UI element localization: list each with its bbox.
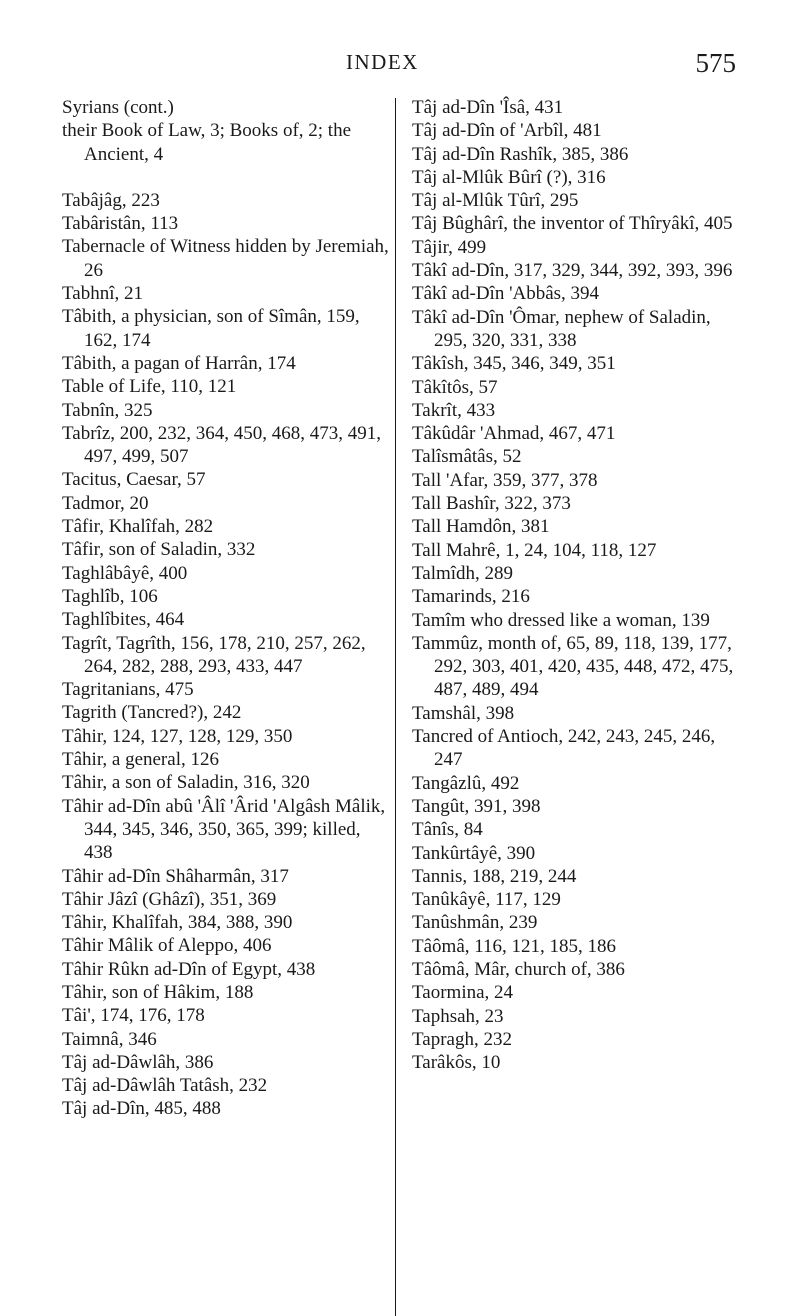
index-entry: Tagrith (Tancred?), 242 xyxy=(62,702,242,724)
index-entry: Tâj Bûghârî, the inventor of Thîryâkî, 405 xyxy=(412,213,733,235)
index-entry: Tâhir, a general, 126 xyxy=(62,749,219,771)
index-column-right xyxy=(412,96,747,1074)
index-entry: Taormina, 24 xyxy=(412,982,514,1004)
index-entry: Tangût, 391, 398 xyxy=(412,795,541,817)
index-entry: Takrît, 433 xyxy=(412,399,496,421)
index-entry: Tâi', 174, 176, 178 xyxy=(62,1005,205,1027)
index-entry: Tâkîsh, 345, 346, 349, 351 xyxy=(412,353,616,375)
index-entry: Tâj ad-Dîn Rashîk, 385, 386 xyxy=(412,143,629,165)
index-entry: Tâjir, 499 xyxy=(412,236,487,258)
index-entry: Tancred of Antioch, 242, 243, 245, 246, 247 xyxy=(412,726,716,771)
index-entry: Tankûrtâyê, 390 xyxy=(412,842,536,864)
index-entry: Tâômâ, 116, 121, 185, 186 xyxy=(412,935,617,957)
index-entry: Tâbith, a physician, son of Sîmân, 159, 162, 174 xyxy=(62,306,360,351)
index-entry: Tâj al-Mlûk Bûrî (?), 316 xyxy=(412,166,606,188)
index-entry: Tammûz, month of, 65, 89, 118, 139, 177, 292, 303, 401, 420, 435, 448, 472, 475, 487, 489, 494 xyxy=(412,632,734,701)
index-entry: Tangâzlû, 492 xyxy=(412,772,520,794)
index-entry: Tarâkôs, 10 xyxy=(412,1052,501,1074)
index-entry: Tagritanians, 475 xyxy=(62,679,194,701)
page-header xyxy=(0,48,800,88)
index-column-left xyxy=(62,96,392,1121)
index-entry: Taphsah, 23 xyxy=(412,1005,504,1027)
index-entry: Tâhir, a son of Saladin, 316, 320 xyxy=(62,772,310,794)
index-entry: Tâhir ad-Dîn Shâharmân, 317 xyxy=(62,865,289,887)
index-entry: Tâhir Rûkn ad-Dîn of Egypt, 438 xyxy=(62,958,316,980)
index-entry: Tabnîn, 325 xyxy=(62,399,153,421)
index-entry: Tâhir, son of Hâkim, 188 xyxy=(62,981,254,1003)
index-entry: Tabernacle of Witness hidden by Jeremiah, 26 xyxy=(62,236,389,281)
index-entry: Tâj ad-Dîn 'Îsâ, 431 xyxy=(412,97,564,118)
index-entry: Tamarinds, 216 xyxy=(412,586,530,608)
index-entry: Tabrîz, 200, 232, 364, 450, 468, 473, 491, 497, 499, 507 xyxy=(62,422,382,468)
index-entry: Tadmor, 20 xyxy=(62,492,149,514)
index-entry: Tâj ad-Dâwlâh Tatâsh, 232 xyxy=(62,1075,268,1097)
index-entry: Tall 'Afar, 359, 377, 378 xyxy=(412,469,598,491)
index-entry: Tâj ad-Dîn, 485, 488 xyxy=(62,1098,221,1120)
index-entry: Tâkîtôs, 57 xyxy=(412,376,498,398)
index-entry: Tall Mahrê, 1, 24, 104, 118, 127 xyxy=(412,539,657,561)
index-entry: Syrians (cont.) xyxy=(62,97,174,118)
index-entry: Tapragh, 232 xyxy=(412,1028,512,1050)
index-entry: Tall Hamdôn, 381 xyxy=(412,516,550,538)
index-entry: Tabâristân, 113 xyxy=(62,213,179,235)
index-entry: Tâj al-Mlûk Tûrî, 295 xyxy=(412,190,579,212)
running-head: INDEX xyxy=(346,50,419,74)
index-entry: Tâhir ad-Dîn abû 'Âlî 'Ârid 'Algâsh Mâlik, 344, 345, 346, 350, 365, 399; killed, 438 xyxy=(62,795,386,864)
index-entry: Tâbith, a pagan of Harrân, 174 xyxy=(62,352,296,374)
index-entry: Taghlâbâyê, 400 xyxy=(62,562,188,584)
index-entry: Tâkî ad-Dîn, 317, 329, 344, 392, 393, 396 xyxy=(412,260,733,282)
entry-gap xyxy=(62,166,392,189)
index-entry: Tâhir Jâzî (Ghâzî), 351, 369 xyxy=(62,888,277,910)
index-entry: Talmîdh, 289 xyxy=(412,562,514,584)
index-entry: Tâhir Mâlik of Aleppo, 406 xyxy=(62,935,272,957)
index-entry: Tagrît, Tagrîth, 156, 178, 210, 257, 262, 264, 282, 288, 293, 433, 447 xyxy=(62,632,366,677)
index-entry: Taghlîbites, 464 xyxy=(62,609,185,631)
index-entry: Table of Life, 110, 121 xyxy=(62,376,237,398)
index-entry: Tâj ad-Dîn of 'Arbîl, 481 xyxy=(412,120,602,142)
index-entry: Tall Bashîr, 322, 373 xyxy=(412,493,571,515)
index-entry: Tannis, 188, 219, 244 xyxy=(412,865,577,887)
index-entry: Tâfir, Khalîfah, 282 xyxy=(62,516,214,538)
index-entry: Tâkûdâr 'Ahmad, 467, 471 xyxy=(412,423,616,445)
index-entry: Taimnâ, 346 xyxy=(62,1028,157,1050)
index-entry: Tâômâ, Mâr, church of, 386 xyxy=(412,958,625,980)
index-entry: Tamshâl, 398 xyxy=(412,702,515,724)
column-divider xyxy=(395,98,396,1316)
index-entry: their Book of Law, 3; Books of, 2; the Ancient, 4 xyxy=(62,120,352,165)
index-entry: Talîsmâtâs, 52 xyxy=(412,446,522,468)
index-entry: Tacitus, Caesar, 57 xyxy=(62,469,206,491)
index-entry: Tâkî ad-Dîn 'Ômar, nephew of Saladin, 295, 320, 331, 338 xyxy=(412,306,711,351)
index-entry: Tâj ad-Dâwlâh, 386 xyxy=(62,1051,214,1073)
index-entry: Tânîs, 84 xyxy=(412,819,483,841)
index-entry: Tâkî ad-Dîn 'Abbâs, 394 xyxy=(412,283,600,305)
index-entry: Tamîm who dressed like a woman, 139 xyxy=(412,609,710,631)
index-entry: Taghlîb, 106 xyxy=(62,585,158,607)
index-entry: Tabâjâg, 223 xyxy=(62,189,160,211)
index-entry: Tâhir, 124, 127, 128, 129, 350 xyxy=(62,725,293,747)
index-entry: Tâfir, son of Saladin, 332 xyxy=(62,539,256,561)
index-entry: Tâhir, Khalîfah, 384, 388, 390 xyxy=(62,912,293,934)
index-entry: Tabhnî, 21 xyxy=(62,283,143,305)
page-number: 575 xyxy=(695,48,736,78)
index-entry: Tanûshmân, 239 xyxy=(412,912,538,934)
index-entry: Tanûkâyê, 117, 129 xyxy=(412,889,561,911)
